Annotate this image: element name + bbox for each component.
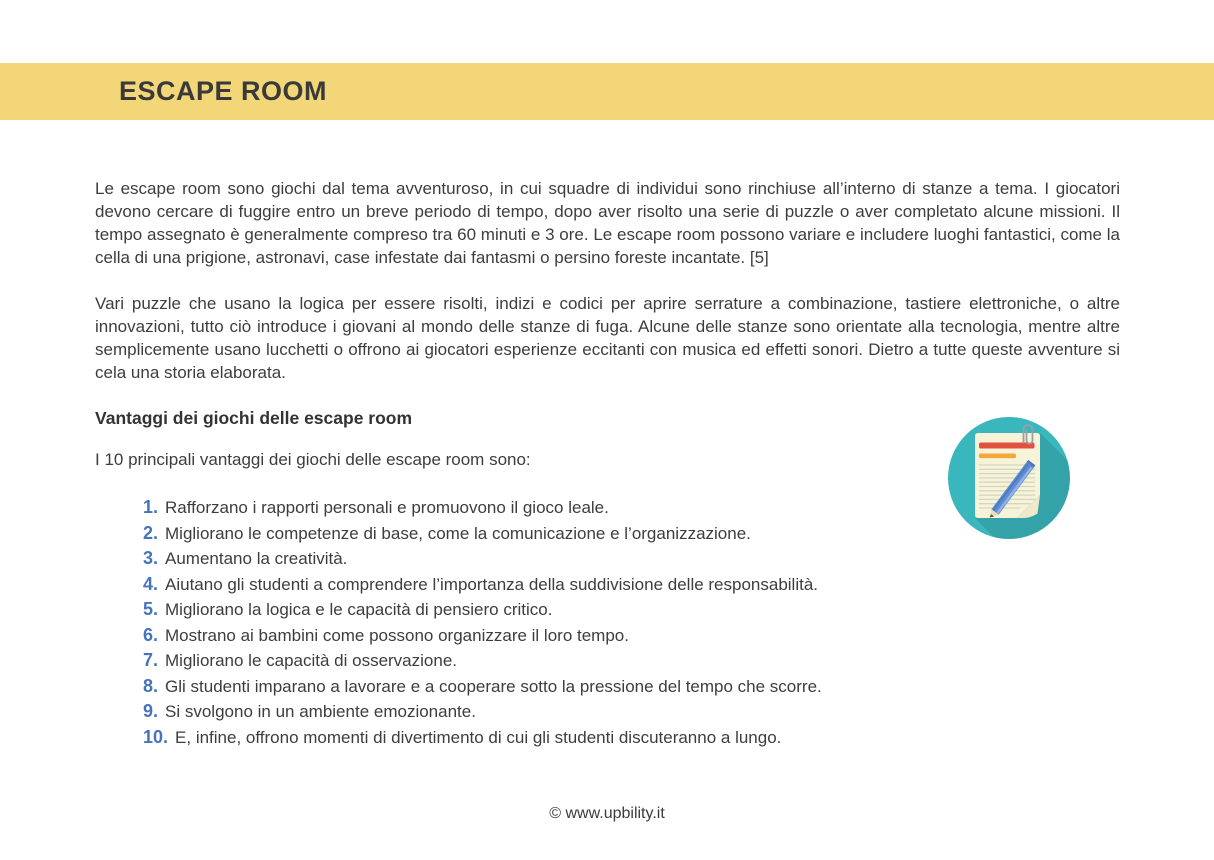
title-banner <box>0 63 1214 120</box>
benefit-number: 8. <box>143 675 159 696</box>
benefit-number: 3. <box>143 548 159 568</box>
benefit-number: 6. <box>143 624 159 645</box>
benefit-text: Rafforzano i rapporti personali e promuovono il gioco leale. <box>165 498 609 517</box>
section-heading: Vantaggi dei giochi delle escape room <box>95 408 413 428</box>
benefit-text: Gli studenti imparano a lavorare e a cooperare sotto la pressione del tempo che scorre. <box>165 676 822 696</box>
notepad-icon-badge <box>948 417 1070 539</box>
benefit-number: 4. <box>143 573 159 594</box>
benefit-number: 9. <box>143 701 159 721</box>
benefit-number: 10. <box>143 726 169 747</box>
page-footer <box>0 805 1214 823</box>
list-item <box>143 699 1120 725</box>
list-item <box>143 572 1120 598</box>
list-item <box>143 546 1120 572</box>
benefit-text: Aumentano la creatività. <box>165 549 348 568</box>
list-intro: I 10 principali vantaggi dei giochi delle escape room sono: <box>95 450 531 469</box>
orange-subtitle-bar <box>979 454 1016 459</box>
benefit-text: Si svolgono in un ambiente emozionante. <box>165 702 476 721</box>
list-item <box>143 674 1120 700</box>
benefit-number: 1. <box>143 497 159 517</box>
list-item <box>143 623 1120 649</box>
list-item <box>143 648 1120 674</box>
benefit-text: E, infine, offrono momenti di divertimento di cui gli studenti discuteranno a lungo. <box>175 727 782 747</box>
intro-paragraph-2: Vari puzzle che usano la logica per essere risolti, indizi e codici per aprire serrature a combinazione, tastiere elettroniche, o altre innovazioni, tutto ciò introduce i giovani al mondo delle stanze di fuga. Alcune delle stanze sono orientate alla tecnologia, mentre altre semplicemente usano lucchetti o offrono ai giocatori esperienze eccitanti con musica ed effetti sonori. Dietro a tutte queste avventure si cela una storia elaborata. <box>95 294 1120 382</box>
list-item <box>143 725 1120 751</box>
benefit-number: 2. <box>143 522 159 543</box>
benefit-text: Mostrano ai bambini come possono organizzare il loro tempo. <box>165 625 629 645</box>
benefit-text: Migliorano le competenze di base, come la comunicazione e l’organizzazione. <box>165 523 751 543</box>
notepad-pencil-icon <box>948 417 1070 539</box>
benefit-number: 5. <box>143 599 159 619</box>
benefit-text: Aiutano gli studenti a comprendere l’importanza della suddivisione delle responsabilità. <box>165 574 819 594</box>
red-title-bar <box>979 443 1035 449</box>
intro-paragraph-1: Le escape room sono giochi dal tema avventuroso, in cui squadre di individui sono rinchiuse all’interno di stanze a tema. I giocatori devono cercare di fuggire entro un breve periodo di tempo, dopo aver risolto una serie di puzzle o aver completato alcune missioni. Il tempo assegnato è generalmente compreso tra 60 minuti e 3 ore. Le escape room possono variare e includere luoghi fantastici, come la cella di una prigione, astronavi, case infestate dai fantasmi o persino foreste incantate. [5] <box>95 179 1120 267</box>
benefit-text: Migliorano le capacità di osservazione. <box>165 651 458 670</box>
copyright-text: © www.upbility.it <box>549 805 665 822</box>
benefit-number: 7. <box>143 650 159 670</box>
page-title: ESCAPE ROOM <box>119 76 328 106</box>
benefit-text: Migliorano la logica e le capacità di pensiero critico. <box>165 600 553 619</box>
list-item <box>143 597 1120 623</box>
